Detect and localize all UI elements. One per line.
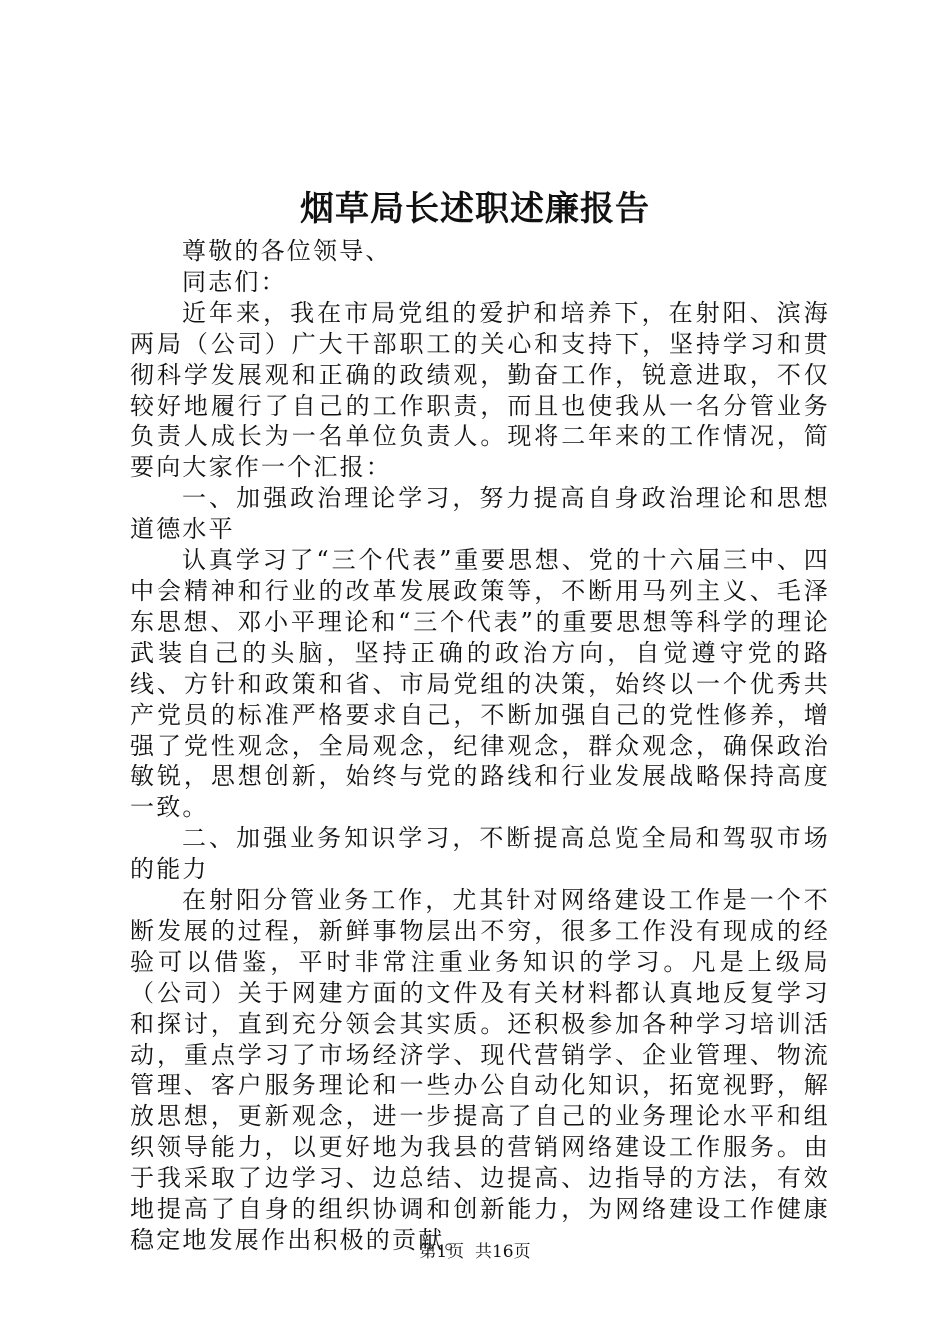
section-2-paragraph: 在射阳分管业务工作，尤其针对网络建设工作是一个不断发展的过程，新鲜事物层出不穷，很多工作没有现成的经验可以借鉴，平时非常注重业务知识的学习。凡是上级局（公司）关于网建方面的文件及有关材料都认真地反复学习和探讨，直到充分领会其实质。还积极参加各种学习培训活动，重点学习了市场经济学、现代营销学、企业管理、物流管理、客户服务理论和一些办公自动化知识，拓宽视野，解放思想，更新观念，进一步提高了自己的业务理论水平和组织领导能力，以更好地为我县的营销网络建设工作服务。由于我采取了边学习、边总结、边提高、边指导的方法，有效地提高了自身的组织协调和创新能力，为网络建设工作健康稳定地发展作出积极的贡献。 xyxy=(130,886,830,1254)
section-heading-1: 一、加强政治理论学习，努力提高自身政治理论和思想道德水平 xyxy=(130,484,830,544)
section-1-paragraph: 认真学习了“三个代表”重要思想、党的十六届三中、四中会精神和行业的改革发展政策等，不断用马列主义、毛泽东思想、邓小平理论和“三个代表”的重要思想等科学的理论武装自己的头脑，坚持正确的政治方向，自觉遵守党的路线、方针和政策和省、市局党组的决策，始终以一个优秀共产党员的标准严格要求自己，不断加强自己的党性修养，增强了党性观念，全局观念，纪律观念，群众观念，确保政治敏锐，思想创新，始终与党的路线和行业发展战略保持高度一致。 xyxy=(130,546,830,822)
page-footer: 第1页 共16页 xyxy=(419,1242,531,1262)
document-title: 烟草局长述职述廉报告 xyxy=(300,189,650,229)
document-body xyxy=(130,236,830,1256)
salutation-line-2: 同志们： xyxy=(182,267,287,296)
section-heading-2: 二、加强业务知识学习，不断提高总览全局和驾驭市场的能力 xyxy=(130,824,830,884)
intro-paragraph: 近年来，我在市局党组的爱护和培养下，在射阳、滨海两局（公司）广大干部职工的关心和支持下，坚持学习和贯彻科学发展观和正确的政绩观，勤奋工作，锐意进取，不仅较好地履行了自己的工作职责，而且也使我从一名分管业务负责人成长为一名单位负责人。现将二年来的工作情况，简要向大家作一个汇报： xyxy=(130,298,830,482)
salutation-line-1: 尊敬的各位领导、 xyxy=(182,237,392,265)
